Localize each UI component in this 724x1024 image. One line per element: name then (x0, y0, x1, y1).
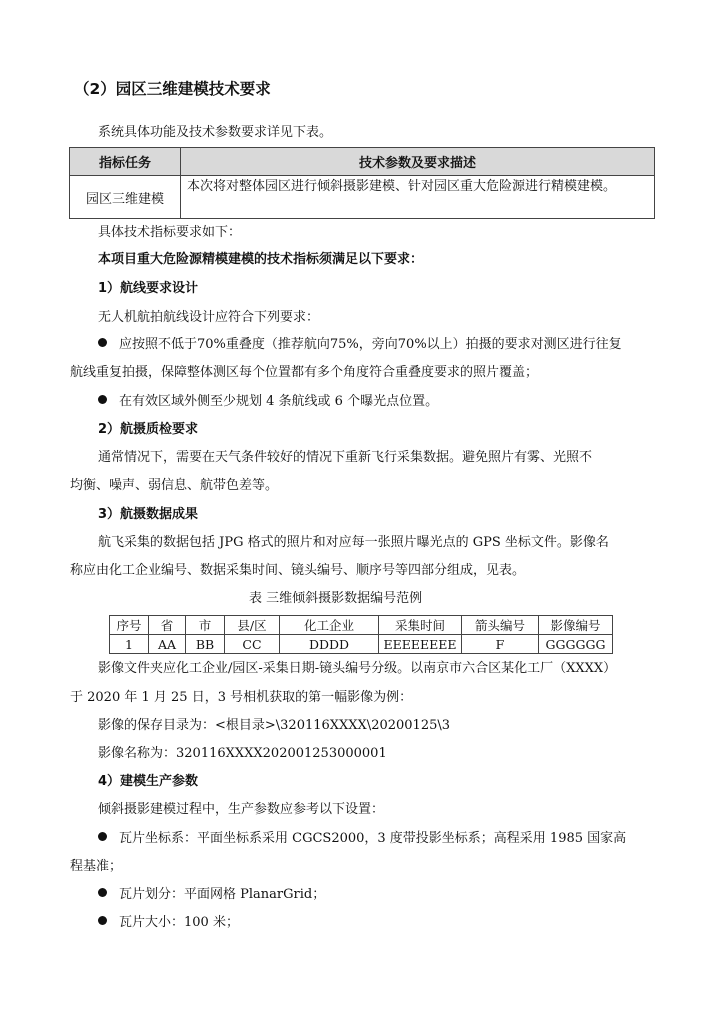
tech-requirements-table (69, 147, 655, 219)
s4-intro: 倾斜摄影建模过程中，生产参数应参考以下设置： (98, 802, 385, 817)
table-header-cell: 技术参数及要求描述 (181, 148, 655, 176)
s3-line1: 航飞采集的数据包括 JPG 格式的照片和对应每一张照片曝光点的 GPS 坐标文件。影像名 (98, 535, 609, 550)
requirement-heading: 本项目重大危险源精模建模的技术指标须满足以下要求： (98, 252, 424, 267)
table-cell: AA (149, 635, 186, 654)
s2-title: 2）航摄质检要求 (98, 422, 199, 437)
bullet-icon (98, 916, 107, 925)
table-header-cell: 箭头编号 (462, 616, 539, 635)
table-cell: CC (225, 635, 280, 654)
table-header-cell: 序号 (110, 616, 149, 635)
s4-title: 4）建模生产参数 (98, 774, 199, 789)
s4-bullet3: 瓦片大小：100 米； (98, 911, 239, 930)
s2-line2: 均衡、噪声、弱信息、航带色差等。 (70, 478, 279, 493)
table-header-cell: 市 (186, 616, 225, 635)
table-row (110, 635, 613, 654)
s3-dir: 影像的保存目录为：<根目录>\320116XXXX\20200125\3 (98, 718, 451, 733)
table-cell: 园区三维建模 (70, 176, 181, 219)
s1-intro: 无人机航拍航线设计应符合下列要求： (98, 310, 320, 325)
table-cell: DDDD (280, 635, 379, 654)
s3-after2: 于 2020 年 1 月 25 日，3 号相机获取的第一幅影像为例： (70, 690, 413, 705)
table-cell: BB (186, 635, 225, 654)
table-cell: F (462, 635, 539, 654)
table-header-cell: 县/区 (225, 616, 280, 635)
table-row (70, 176, 655, 219)
specs-text: 具体技术指标要求如下： (98, 225, 242, 240)
section-title: （2）园区三维建模技术要求 (74, 80, 271, 98)
table-cell: EEEEEEEE (379, 635, 462, 654)
table-header-cell: 影像编号 (539, 616, 613, 635)
table-cell: GGGGGG (539, 635, 613, 654)
table-cell: 1 (110, 635, 149, 654)
table-header-cell: 省 (149, 616, 186, 635)
s4-bullet1-cont: 程基准； (70, 859, 123, 874)
s1-bullet2: 在有效区域外侧至少规划 4 条航线或 6 个曝光点位置。 (98, 390, 438, 409)
s1-bullet1: 应按照不低于70%重叠度（推荐航向75%，旁向70%以上）拍摄的要求对测区进行往复 (98, 333, 622, 352)
table-caption: 表 三维倾斜摄影数据编号范例 (249, 591, 423, 606)
table-header-cell: 采集时间 (379, 616, 462, 635)
bullet-icon (98, 832, 107, 841)
image-numbering-table (109, 615, 613, 654)
s3-title: 3）航摄数据成果 (98, 507, 199, 522)
bullet-icon (98, 395, 107, 404)
s1-bullet1-cont: 航线重复拍摄，保障整体测区每个位置都有多个角度符合重叠度要求的照片覆盖； (70, 365, 539, 380)
bullet-icon (98, 338, 107, 347)
table-header-cell: 指标任务 (70, 148, 181, 176)
s4-bullet1: 瓦片坐标系：平面坐标系采用 CGCS2000，3 度带投影坐标系；高程采用 1985 国家高 (98, 827, 626, 846)
s2-line1: 通常情况下，需要在天气条件较好的情况下重新飞行采集数据。避免照片有雾、光照不 (98, 450, 593, 465)
table-header-cell: 化工企业 (280, 616, 379, 635)
s1-title: 1）航线要求设计 (98, 281, 199, 296)
table-cell: 本次将对整体园区进行倾斜摄影建模、针对园区重大危险源进行精模建模。 (181, 176, 655, 219)
s4-bullet2: 瓦片划分：平面网格 PlanarGrid； (98, 883, 325, 902)
s3-after1: 影像文件夹应化工企业/园区-采集日期-镜头编号分级。以南京市六合区某化工厂（XXXX） (98, 661, 617, 676)
table-header-row (70, 148, 655, 176)
bullet-icon (98, 888, 107, 897)
intro-text: 系统具体功能及技术参数要求详见下表。 (98, 125, 333, 140)
s3-line2: 称应由化工企业编号、数据采集时间、镜头编号、顺序号等四部分组成，见表。 (70, 563, 526, 578)
s3-name: 影像名称为：320116XXXX202001253000001 (98, 746, 387, 761)
table-header-row (110, 616, 613, 635)
